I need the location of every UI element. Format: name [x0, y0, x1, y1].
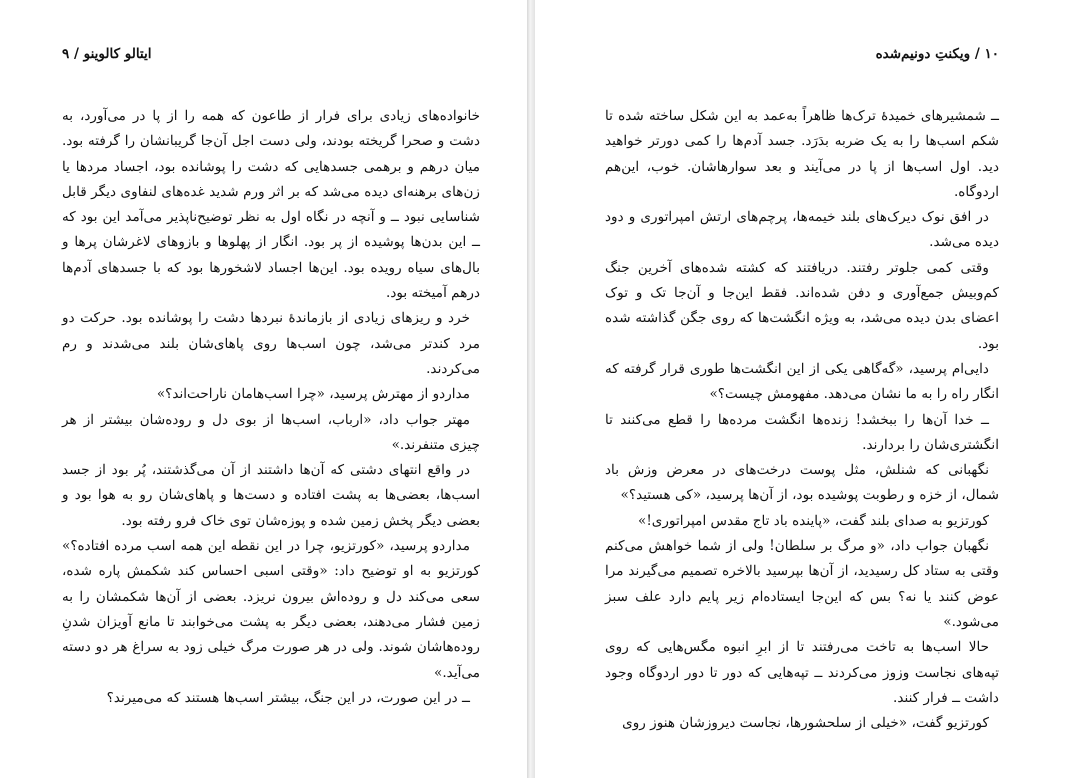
paragraph: نگهبانی که شنلش، مثل پوست درخت‌های در معرض وزش باد شمال، از خزه و رطوبت پوشیده بود، از آن‌ها پرسید، «کی هستید؟»	[605, 462, 999, 504]
paragraph: کورتزیو گفت، «خیلی از سلحشورها، نجاست دیروزشان هنوز روی	[622, 715, 989, 732]
paragraph: وقتی کمی جلوتر رفتند. دریافتند که کشته شده‌های آخرین جنگ کم‌وبیش جمع‌آوری و دفن شده‌اند. فقط این‌جا و آن‌جا تک و توک اعضای بدن دیده می‌شد، به ویژه انگشت‌ها که روی جگن گذاشته شده بود.	[605, 259, 999, 352]
paragraph: مداردو از مهترش پرسید، «چرا اسب‌هامان ناراحت‌اند؟»	[156, 386, 470, 403]
page-header: ۱۰ / ویکنتِ دونیم‌شده	[875, 46, 999, 62]
page-body	[62, 104, 480, 711]
paragraph: ــ خدا آن‌ها را ببخشد! زنده‌ها انگشت مرده‌ها را قطع می‌کنند تا انگشتری‌شان را بردارند.	[605, 411, 999, 453]
paragraph: مداردو پرسید، «کورتزیو، چرا در این نقطه این همه اسب مرده افتاده؟» کورتزیو به او توضیح داد: «وقتی اسبی احساس کند شکمش پاره شده، سعی می‌کند دل و روده‌اش بیرون نریزد. بعضی از آن‌ها شکمشان را به زمین فشار می‌دهند، بعضی دیگر به پشت می‌خوابند تا مانع آویزان شدنِ روده‌هاشان شوند. ولی در هر صورت مرگ خیلی زود به سراغ هر دو دسته می‌آید.»	[62, 538, 480, 681]
paragraph: مهتر جواب داد، «ارباب، اسب‌ها از بوی دل و روده‌شان بیشتر از هر چیزی متنفرند.»	[62, 411, 480, 453]
page-body	[605, 104, 999, 736]
paragraph: دایی‌ام پرسید، «گه‌گاهی یکی از این انگشت‌ها طوری قرار گرفته که انگار راه را به ما نشان می‌دهد. مفهومش چیست؟»	[605, 360, 999, 403]
paragraph: خرد و ریزهای زیادی از بازماندهٔ نبردها دشت را پوشانده بود. حرکت دو مرد کندتر می‌شد، چون اسب‌ها روی پاهای‌شان بلند می‌شدند و رم می‌کردند.	[62, 310, 480, 377]
paragraph: در افق نوک دیرک‌های بلند خیمه‌ها، پرچم‌های ارتش امپراتوری و دود دیده می‌شد.	[605, 209, 999, 251]
left-page	[0, 0, 527, 778]
paragraph: در واقع انتهای دشتی که آن‌ها داشتند از آن می‌گذشتند، پُر بود از جسد اسب‌ها، بعضی‌ها به پشت افتاده و دست‌ها و پاهای‌شان رو به هوا بود و بعضی دیگر پخش زمین شده و پوزه‌شان توی خاک فرو رفته بود.	[62, 462, 480, 529]
paragraph: ــ شمشیرهای خمیدهٔ ترک‌ها ظاهراً به‌عمد به این شکل ساخته شده تا شکم اسب‌ها را به یک ضربه بدَرَد. جسد آدم‌ها را کمی دورتر خواهید دید. اول اسب‌ها از پا در می‌آیند و بعد سوارهاشان. خوب، این‌هم اردوگاه.	[605, 108, 999, 200]
paragraph: کورتزیو به صدای بلند گفت، «پاینده باد تاج مقدس امپراتوری!»	[638, 512, 989, 529]
right-page	[535, 0, 1071, 778]
paragraph: ــ در این صورت، در این جنگ، بیشتر اسب‌ها هستند که می‌میرند؟	[106, 689, 470, 706]
page-header: ایتالو کالوینو / ۹	[62, 46, 152, 62]
paragraph: نگهبان جواب داد، «و مرگ بر سلطان! ولی از شما خواهش می‌کنم وقتی به ستاد کل رسیدید، از آن‌ها بپرسید بالاخره تصمیم می‌گیرند مرا عوض کنند یا نه؟ بس که این‌جا ایستاده‌ام زیر پایم دارد علف سبز می‌شود.»	[605, 538, 999, 630]
book-gutter	[527, 0, 535, 778]
paragraph: حالا اسب‌ها به تاخت می‌رفتند تا از ابرِ انبوه مگس‌هایی که روی تپه‌های نجاست وزوز می‌کردند ــ تپه‌هایی که دور تا دور اردوگاه وجود داشت ــ فرار کنند.	[605, 639, 999, 706]
paragraph: خانواده‌های زیادی برای فرار از طاعون که همه را از پا در می‌آورد، به دشت و صحرا گریخته بودند، ولی دست اجل آن‌جا گریبانشان را گرفته بود. میان درهم و برهمی جسدهایی که دشت را پوشانده بود، اجساد مردها یا زن‌های برهنه‌ای دیده می‌شد که بر اثر ورم شدید غده‌های لنفاوی دیگر قابل شناسایی نبود ــ و آنچه در نگاه اول به نظر توضیح‌ناپذیر می‌آمد این بود که ــ این بدن‌ها پوشیده از پر بود. انگار از پهلوها و بازوهای لاغرشان پرها و بال‌های سیاه رویده بود. این‌ها اجساد لاشخورها بود که با جسدهای آدم‌ها درهم آمیخته بود.	[62, 108, 480, 302]
